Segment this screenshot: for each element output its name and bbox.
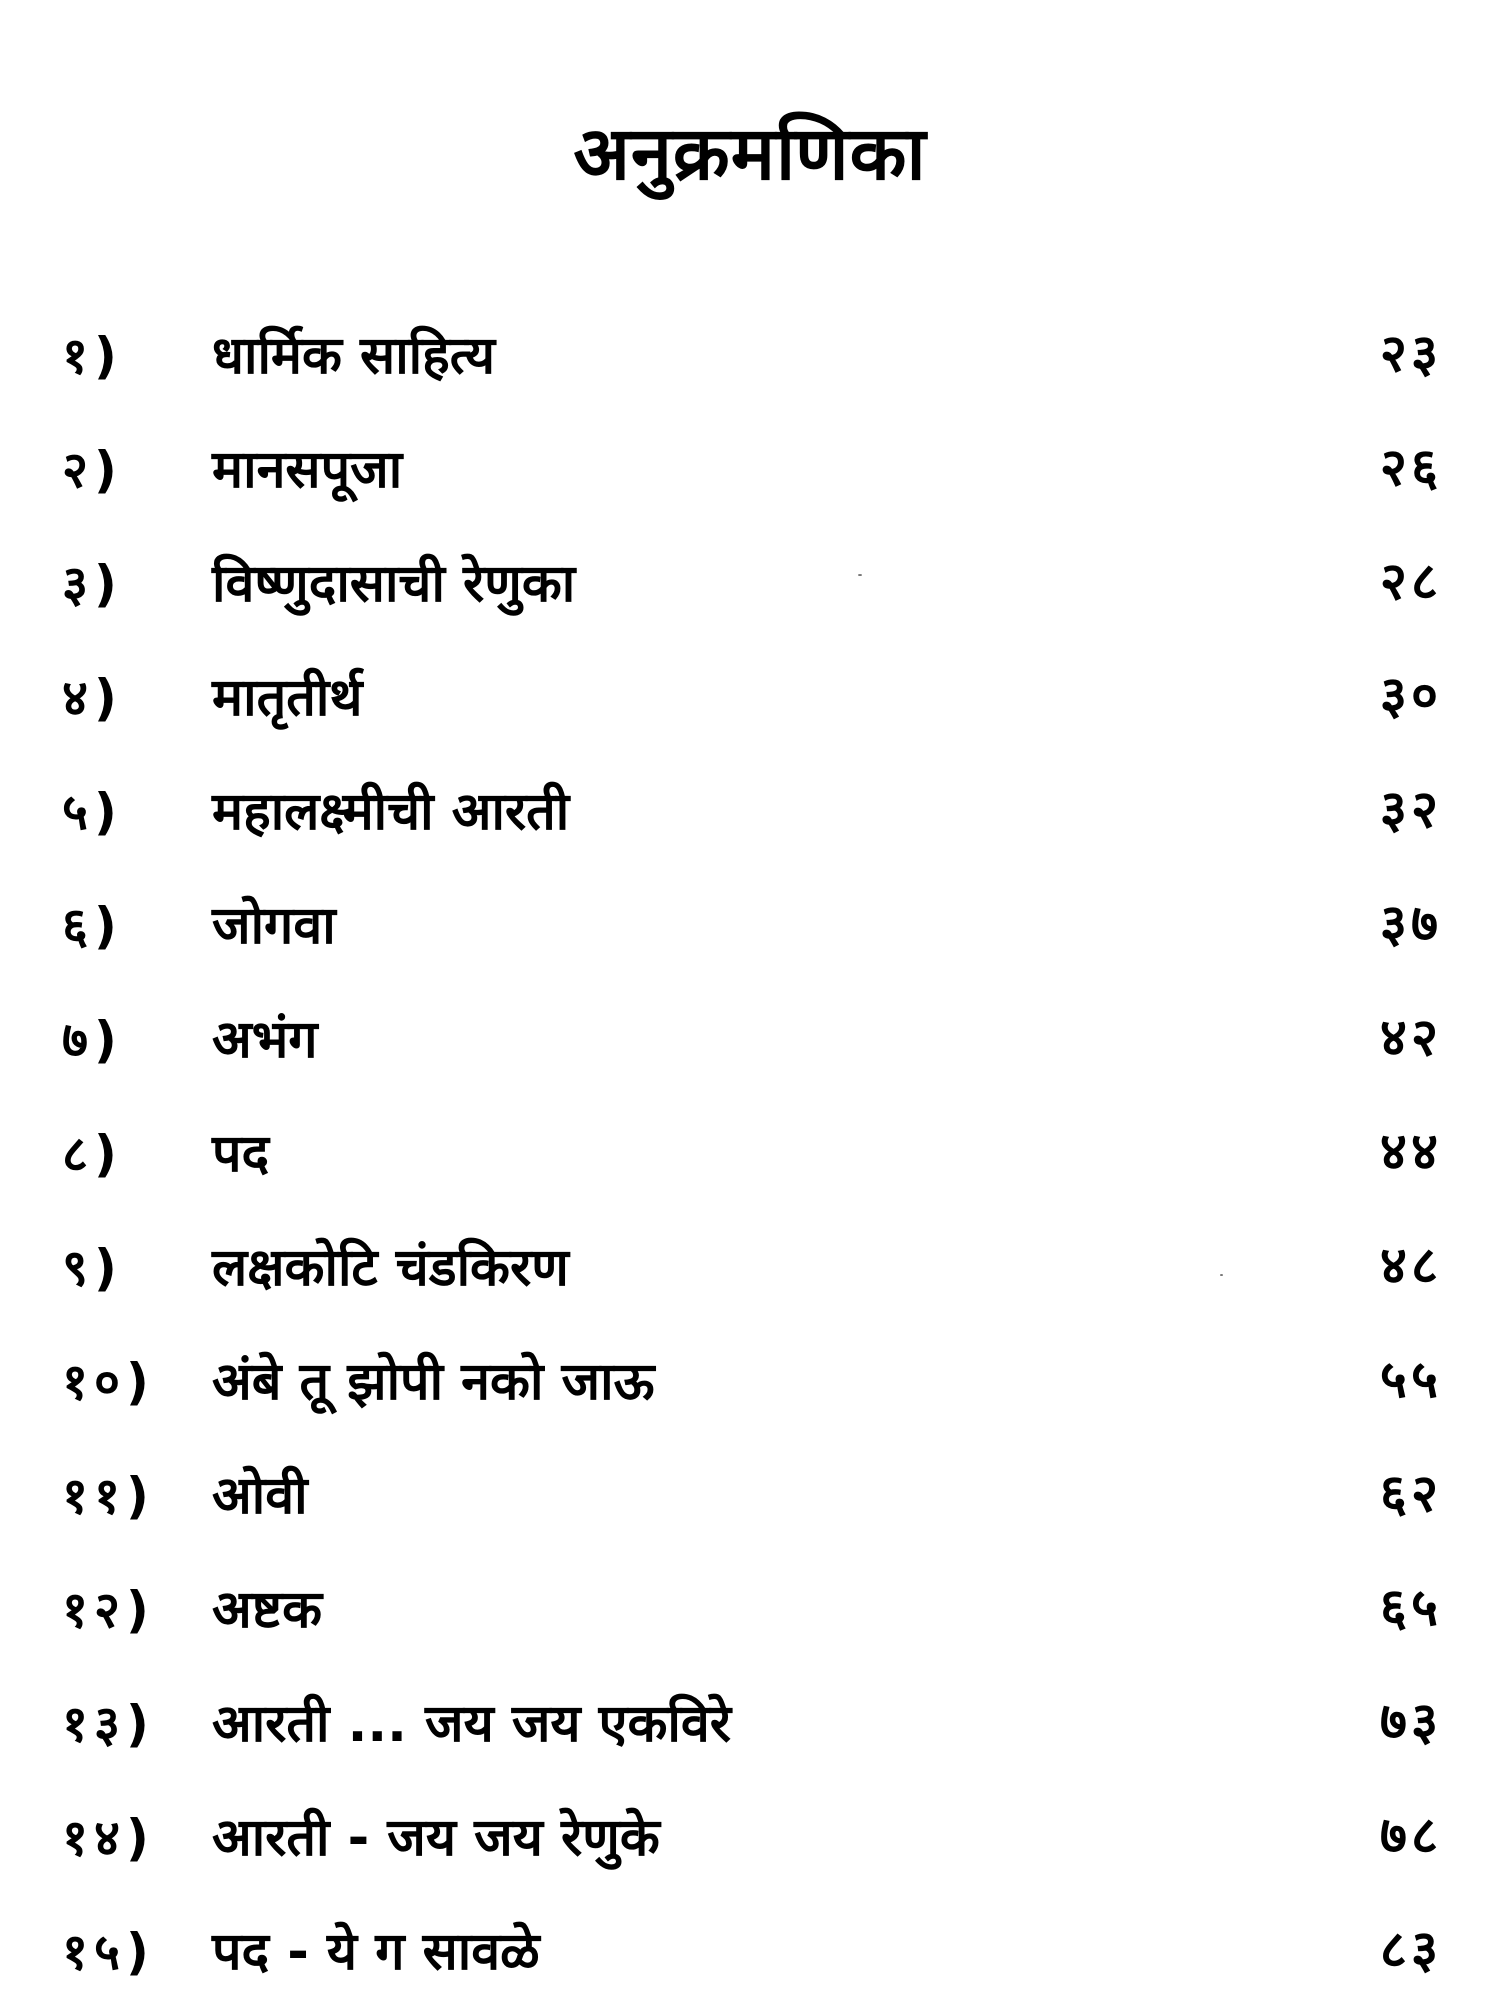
entry-number: १)	[62, 327, 123, 385]
entry-page-number: २८	[1379, 552, 1442, 612]
entry-number: ९)	[62, 1239, 123, 1297]
entry-page-number: ६२	[1379, 1464, 1442, 1524]
entry-title: मातृतीर्थ	[212, 668, 363, 728]
toc-row	[0, 1324, 1500, 1438]
toc-row	[0, 640, 1500, 754]
entry-title: अंबे तू झोपी नको जाऊ	[212, 1352, 655, 1412]
entry-number: ११)	[62, 1467, 155, 1525]
toc-row	[0, 526, 1500, 640]
entry-title: जोगवा	[212, 896, 336, 956]
entry-number: १५)	[62, 1923, 155, 1981]
entry-number: १४)	[62, 1809, 155, 1867]
entry-page-number: ८३	[1379, 1920, 1442, 1980]
entry-page-number: ७३	[1379, 1692, 1442, 1752]
entry-number: ३)	[62, 555, 123, 613]
entry-number: ७)	[62, 1011, 123, 1069]
entry-title: विष्णुदासाची रेणुका	[212, 554, 576, 614]
entry-page-number: ४२	[1379, 1008, 1442, 1068]
entry-title: आरती ... जय जय एकविरे	[212, 1694, 732, 1754]
entry-page-number: ६५	[1379, 1578, 1442, 1638]
toc-row	[0, 1894, 1500, 2008]
table-of-contents	[0, 298, 1500, 2008]
entry-page-number: ३०	[1379, 666, 1442, 726]
entry-page-number: ७८	[1379, 1806, 1442, 1866]
entry-title: अष्टक	[212, 1580, 323, 1640]
entry-number: ५)	[62, 783, 123, 841]
scan-speck	[858, 574, 862, 576]
entry-title: ओवी	[212, 1466, 308, 1526]
toc-row	[0, 868, 1500, 982]
entry-page-number: ५५	[1379, 1350, 1442, 1410]
entry-page-number: २६	[1379, 438, 1442, 498]
entry-title: लक्षकोटि चंडकिरण	[212, 1238, 569, 1298]
toc-row	[0, 1552, 1500, 1666]
scan-speck	[1220, 1274, 1223, 1276]
toc-row	[0, 1210, 1500, 1324]
entry-title: पद - ये ग सावळे	[212, 1922, 540, 1982]
entry-title: धार्मिक साहित्य	[212, 326, 495, 386]
toc-row	[0, 982, 1500, 1096]
entry-page-number: ३२	[1379, 780, 1442, 840]
toc-row	[0, 412, 1500, 526]
entry-title: मानसपूजा	[212, 440, 403, 500]
toc-row	[0, 754, 1500, 868]
entry-number: १३)	[62, 1695, 155, 1753]
entry-page-number: ३७	[1379, 894, 1442, 954]
toc-row	[0, 1780, 1500, 1894]
entry-title: आरती - जय जय रेणुके	[212, 1808, 660, 1868]
entry-number: १२)	[62, 1581, 155, 1639]
entry-page-number: ४४	[1379, 1122, 1442, 1182]
entry-title: पद	[212, 1124, 270, 1184]
page-title: अनुक्रमणिका	[573, 111, 927, 197]
toc-row	[0, 1666, 1500, 1780]
entry-number: ४)	[62, 669, 123, 727]
entry-number: ८)	[62, 1125, 123, 1183]
toc-row	[0, 1096, 1500, 1210]
entry-title: महालक्ष्मीची आरती	[212, 782, 570, 842]
entry-page-number: २३	[1379, 324, 1442, 384]
entry-number: २)	[62, 441, 123, 499]
entry-title: अभंग	[212, 1010, 318, 1070]
entry-number: १०)	[62, 1353, 155, 1411]
toc-row	[0, 1438, 1500, 1552]
entry-number: ६)	[62, 897, 123, 955]
toc-row	[0, 298, 1500, 412]
entry-page-number: ४८	[1379, 1236, 1442, 1296]
